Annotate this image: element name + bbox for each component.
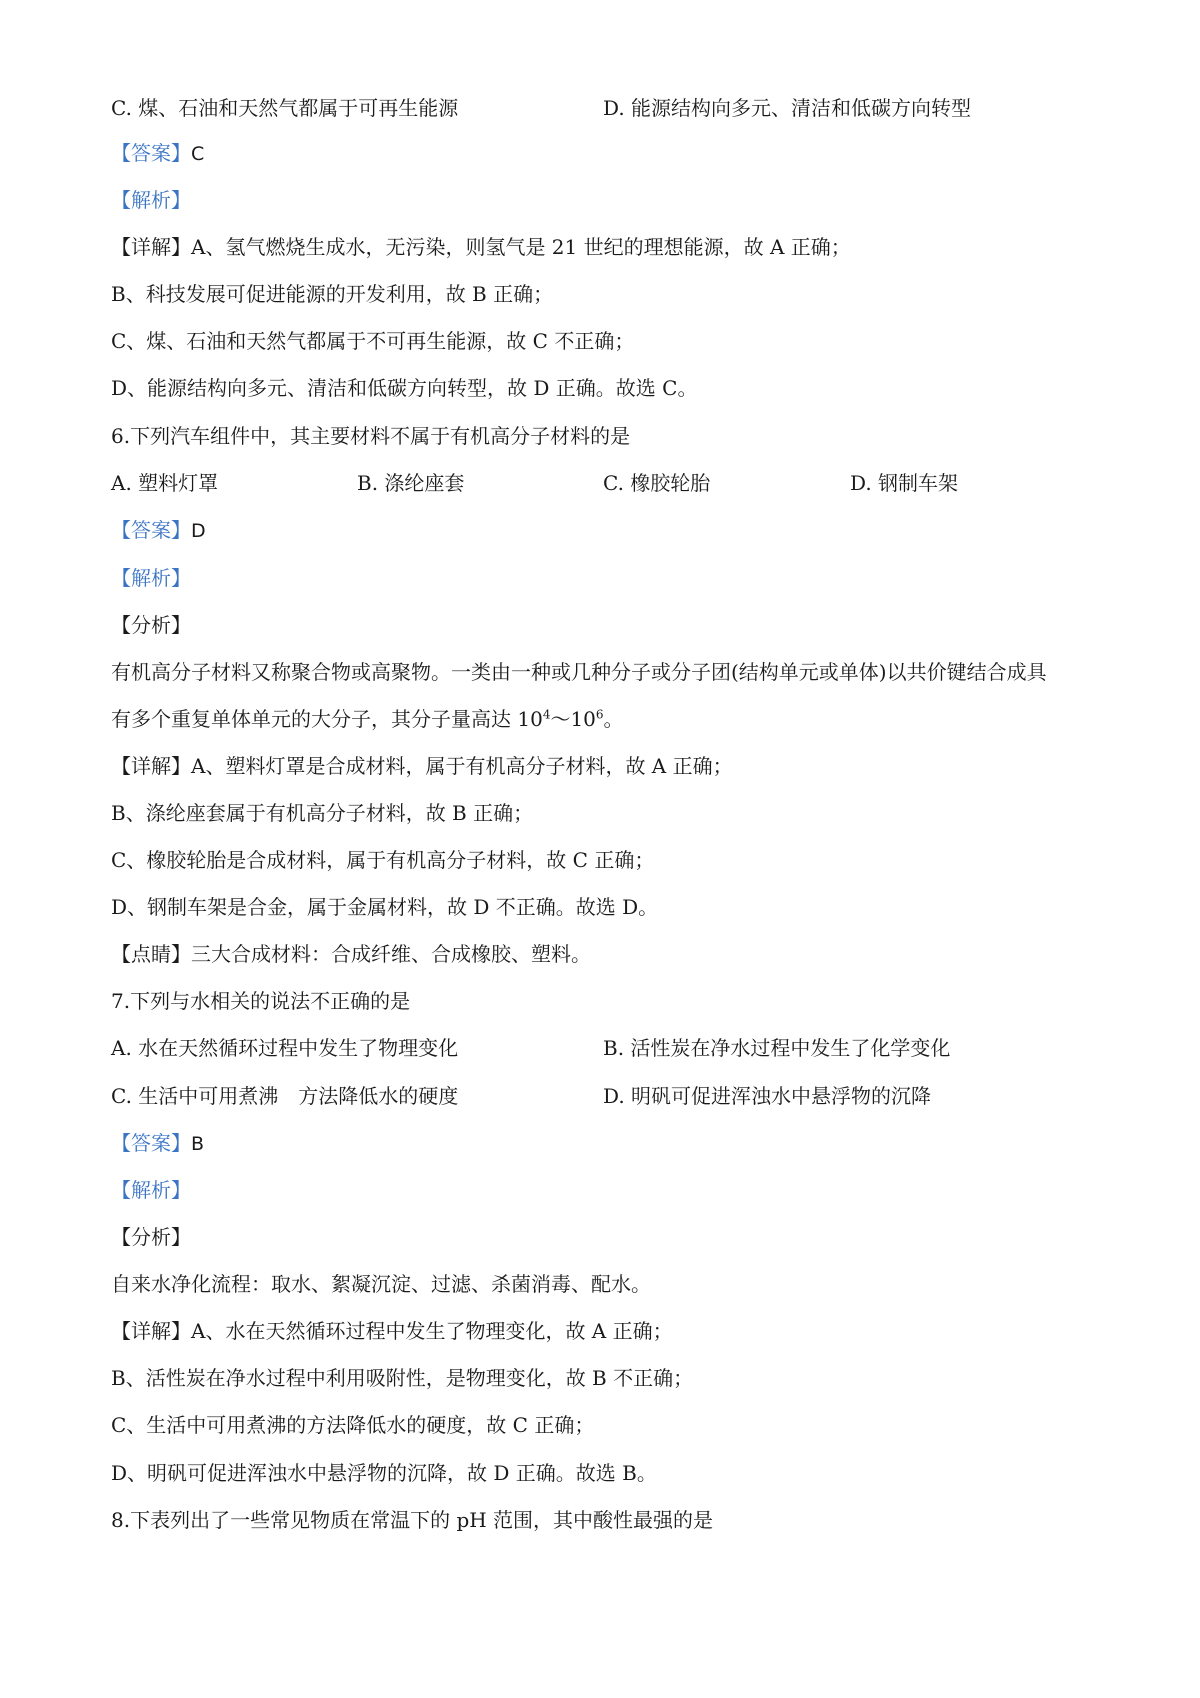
q5-detail-1: 【详解】A、氢气燃烧生成水，无污染，则氢气是 21 世纪的理想能源，故 A 正确； [111,235,851,259]
q6-answer [111,517,206,544]
q6-fenxi-line-2 [111,706,624,732]
q6-detail-3: C、橡胶轮胎是合成材料，属于有机高分子材料，故 C 正确； [111,848,655,872]
q6-detail-1: 【详解】A、塑料灯罩是合成材料，属于有机高分子材料，故 A 正确； [111,754,733,778]
answer-label: 【答案】 [111,1131,191,1155]
q6-detail-4: D、钢制车架是合金，属于金属材料，故 D 不正确。故选 D。 [111,895,659,919]
q5-answer [111,140,204,167]
q5-option-d: D. 能源结构向多元、清洁和低碳方向转型 [603,96,972,120]
q6-stem: 6.下列汽车组件中，其主要材料不属于有机高分子材料的是 [111,424,631,448]
q6-option-b: B. 涤纶座套 [357,471,465,495]
answer-value: B [191,1133,205,1155]
answer-label: 【答案】 [111,141,191,165]
fenxi-text: 有多个重复单体单元的大分子，其分子量高达 10 [111,707,543,731]
q7-option-c: C. 生活中可用煮沸 方法降低水的硬度 [111,1084,459,1108]
q7-detail-1: 【详解】A、水在天然循环过程中发生了物理变化，故 A 正确； [111,1319,673,1343]
q5-detail-4: D、能源结构向多元、清洁和低碳方向转型，故 D 正确。故选 C。 [111,376,698,400]
q6-detail-2: B、涤纶座套属于有机高分子材料，故 B 正确； [111,801,534,825]
q7-fenxi-label: 【分析】 [111,1225,191,1249]
q6-fenxi-label: 【分析】 [111,613,191,637]
q7-option-b: B. 活性炭在净水过程中发生了化学变化 [603,1036,951,1060]
q7-detail-4: D、明矾可促进浑浊水中悬浮物的沉降，故 D 正确。故选 B。 [111,1461,657,1485]
q7-option-d: D. 明矾可促进浑浊水中悬浮物的沉降 [603,1084,932,1108]
q7-detail-3: C、生活中可用煮沸的方法降低水的硬度，故 C 正确； [111,1413,595,1437]
q6-option-a: A. 塑料灯罩 [111,471,219,495]
q6-option-d: D. 钢制车架 [850,471,959,495]
q5-analysis-label: 【解析】 [111,188,191,212]
q6-dianjing: 【点睛】三大合成材料：合成纤维、合成橡胶、塑料。 [111,942,591,966]
exponent-4: 4 [542,707,551,722]
q7-fenxi: 自来水净化流程：取水、絮凝沉淀、过滤、杀菌消毒、配水。 [111,1272,651,1296]
q5-detail-3: C、煤、石油和天然气都属于不可再生能源，故 C 不正确； [111,329,635,353]
q8-stem: 8.下表列出了一些常见物质在常温下的 pH 范围，其中酸性最强的是 [111,1508,714,1532]
q7-detail-2: B、活性炭在净水过程中利用吸附性，是物理变化，故 B 不正确； [111,1366,694,1390]
q7-option-a: A. 水在天然循环过程中发生了物理变化 [111,1036,459,1060]
q6-analysis-label: 【解析】 [111,566,191,590]
answer-label: 【答案】 [111,518,191,542]
answer-value: C [191,143,205,165]
answer-value: D [191,520,206,542]
q6-option-c: C. 橡胶轮胎 [603,471,711,495]
exponent-6: 6 [595,707,604,722]
q5-option-c: C. 煤、石油和天然气都属于可再生能源 [111,96,459,120]
q7-analysis-label: 【解析】 [111,1178,191,1202]
q7-answer [111,1130,204,1157]
q7-stem: 7.下列与水相关的说法不正确的是 [111,989,411,1013]
q6-fenxi-line-1: 有机高分子材料又称聚合物或高聚物。一类由一种或几种分子或分子团(结构单元或单体)以共价键结合成具 [111,660,1047,684]
q5-detail-2: B、科技发展可促进能源的开发利用，故 B 正确； [111,282,554,306]
fenxi-end: 。 [603,707,624,731]
fenxi-range: ～10 [550,707,596,731]
